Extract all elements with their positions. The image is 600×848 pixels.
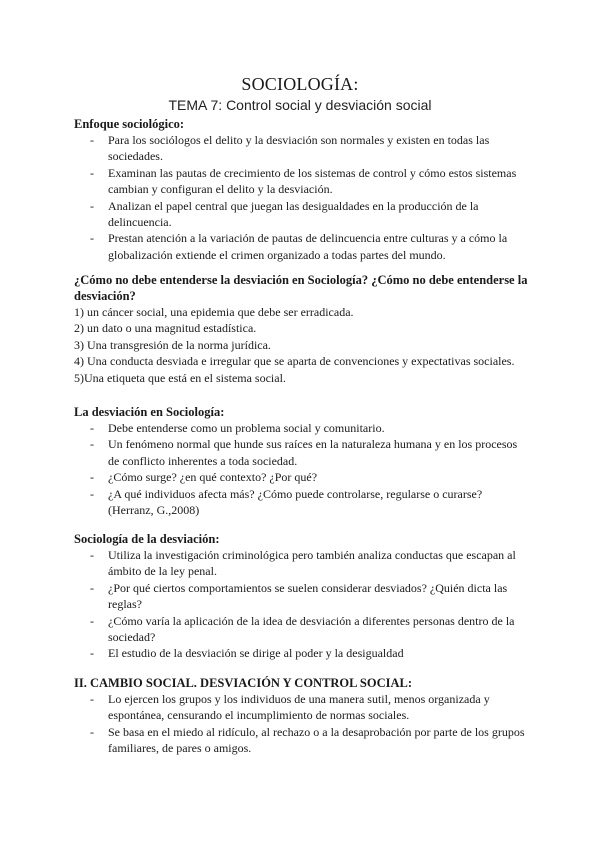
section-enfoque-sociologico [74, 116, 530, 263]
list-item-text: Examinan las pautas de crecimiento de los sistemas de control y cómo estos sistemas cambian y configuran el delito y la desviación. [108, 165, 517, 197]
dash-bullet: - [90, 692, 94, 706]
section-heading: Enfoque sociológico: [74, 117, 185, 131]
section-heading: Sociología de la desviación: [74, 532, 220, 546]
list-item [74, 230, 530, 263]
bullet-list [74, 132, 530, 263]
document-subtitle: TEMA 7: Control social y desviación social [168, 97, 432, 113]
dash-bullet: - [90, 724, 94, 739]
dash-bullet: - [90, 421, 94, 435]
list-item [74, 420, 530, 436]
numbered-line: 5)Una etiqueta que está en el sistema social. [74, 370, 286, 385]
bullet-list [74, 691, 530, 757]
list-item [74, 165, 530, 198]
section-como-no-debe-entenderse [74, 272, 530, 386]
dash-bullet: - [90, 231, 94, 246]
list-item [74, 486, 530, 519]
list-item [74, 691, 530, 724]
dash-bullet: - [90, 165, 94, 180]
list-item [74, 469, 530, 485]
document-title: SOCIOLOGÍA: [241, 74, 359, 94]
section-cambio-social [74, 675, 530, 757]
list-item-text: Debe entenderse como un problema social y comunitario. [108, 421, 385, 435]
section-heading: La desviación en Sociología: [74, 405, 225, 419]
list-item-text: Utiliza la investigación criminológica pero también analiza conductas que escapan al ámbito de la ley penal. [108, 548, 516, 579]
list-item-text: Para los sociólogos el delito y la desviación son normales y existen en todas las sociedades. [108, 133, 490, 164]
list-item-text: Un fenómeno normal que hunde sus raíces en la naturaleza humana y en los procesos de conflicto inherentes a toda sociedad. [108, 437, 518, 468]
list-item-text: Prestan atención a la variación de pautas de delincuencia entre culturas y a cómo la globalización extiende el crimen organizado a todas partes del mundo. [108, 231, 508, 262]
dash-bullet: - [90, 613, 94, 628]
dash-bullet: - [90, 548, 94, 562]
list-item-text: ¿Por qué ciertos comportamientos se suelen considerar desviados? ¿Quién dicta las reglas? [108, 580, 508, 612]
dash-bullet: - [90, 470, 94, 485]
list-item-text: ¿Cómo varía la aplicación de la idea de desviación a diferentes personas dentro de la sociedad? [108, 613, 515, 645]
list-item-text: Lo ejercen los grupos y los individuos de una manera sutil, menos organizada y espontánea, censurando el incumplimiento de normas sociales. [108, 692, 490, 723]
list-item-text: Se basa en el miedo al ridículo, al rechazo o a la desaprobación por parte de los grupos familiares, de pares o amigos. [108, 724, 525, 756]
section-heading: ¿Cómo no debe entenderse la desviación en Sociología? ¿Cómo no debe entenderse la desviación? [74, 273, 528, 303]
bullet-list [74, 420, 530, 518]
list-item [74, 724, 530, 757]
numbered-line: 2) un dato o una magnitud estadística. [74, 321, 257, 336]
dash-bullet: - [90, 580, 94, 595]
section-heading: II. CAMBIO SOCIAL. DESVIACIÓN Y CONTROL SOCIAL: [74, 676, 413, 690]
list-item [74, 645, 530, 661]
list-item-text: Analizan el papel central que juegan las desigualdades en la producción de la delincuencia. [108, 198, 479, 230]
bullet-list [74, 547, 530, 662]
numbered-line: 1) un cáncer social, una epidemia que debe ser erradicada. [74, 305, 354, 319]
list-item-text: El estudio de la desviación se dirige al poder y la desigualdad [108, 646, 404, 661]
list-item-text: ¿Cómo surge? ¿en qué contexto? ¿Por qué? [108, 470, 318, 485]
list-item [74, 132, 530, 165]
list-item [74, 580, 530, 613]
list-item [74, 198, 530, 231]
dash-bullet: - [90, 198, 94, 213]
list-item [74, 436, 530, 469]
section-desviacion-en-sociologia [74, 404, 530, 518]
section-sociologia-de-la-desviacion [74, 531, 530, 662]
list-item-text: ¿A qué individuos afecta más? ¿Cómo puede controlarse, regularse o curarse? (Herranz, G.,2008) [108, 486, 483, 518]
dash-bullet: - [90, 133, 94, 147]
numbered-line: 3) Una transgresión de la norma jurídica. [74, 337, 271, 352]
list-item [74, 613, 530, 646]
numbered-line: 4) Una conducta desviada e irregular que se aparta de convenciones y expectativas sociales. [74, 354, 515, 369]
list-item [74, 547, 530, 580]
dash-bullet: - [90, 437, 94, 452]
dash-bullet: - [90, 486, 94, 501]
dash-bullet: - [90, 646, 94, 661]
